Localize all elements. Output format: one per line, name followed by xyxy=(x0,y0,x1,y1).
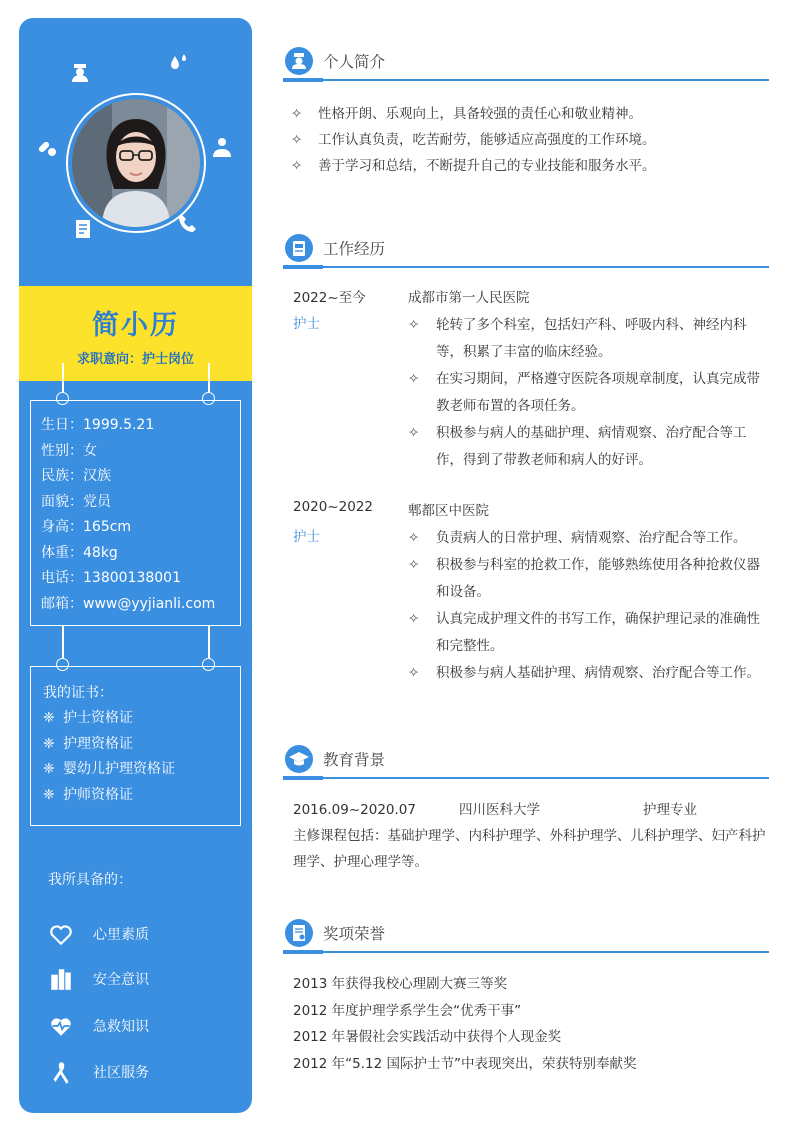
sparkle-icon: ✧ xyxy=(408,557,420,573)
sparkle-icon: ✧ xyxy=(408,665,420,681)
education-row xyxy=(293,797,769,823)
skills-title: 我所具备的： xyxy=(48,872,132,888)
section-title: 教育背景 xyxy=(323,751,386,769)
sparkle-icon: ✧ xyxy=(408,425,420,441)
candidate-name: 简小历 xyxy=(92,310,179,341)
snowflake-icon: ❈ xyxy=(43,735,55,752)
section-divider xyxy=(283,777,769,779)
duty-item: ✧ 积极参与病人基础护理、病情观察、治疗配合等工作。 xyxy=(408,660,769,687)
job-duties xyxy=(408,525,769,687)
award-item: 2013 年获得我校心理剧大赛三等奖 xyxy=(293,976,508,992)
section-title: 工作经历 xyxy=(323,240,386,258)
info-ethnicity: 民族：汉族 xyxy=(41,468,111,484)
education-major: 护理专业 xyxy=(643,802,697,818)
section-education xyxy=(283,745,769,875)
section-divider xyxy=(283,266,769,268)
skill-label: 急救知识 xyxy=(93,1019,149,1035)
job-entry xyxy=(293,286,769,486)
section-divider xyxy=(283,951,769,953)
sidebar xyxy=(19,18,252,1113)
connector-line xyxy=(62,363,64,393)
heart-icon xyxy=(48,921,74,947)
doctor-icon xyxy=(210,135,234,159)
education-courses: 主修课程包括：基础护理学、内科护理学、外科护理学、儿科护理学、妇产科护理学、护理心理学等。 xyxy=(293,828,766,870)
certificate-item: ❈ 婴幼儿护理资格证 xyxy=(43,757,175,783)
job-role: 护士 xyxy=(293,529,320,545)
snowflake-icon: ❈ xyxy=(43,710,55,726)
job-duties xyxy=(408,312,769,474)
duty-item: ✧ 在实习期间，严格遵守医院各项规章制度，认真完成带教老师布置的各项任务。 xyxy=(408,366,769,420)
id-card-icon xyxy=(285,234,313,262)
section-title: 奖项荣誉 xyxy=(323,925,386,943)
sparkle-icon: ✧ xyxy=(408,530,420,546)
pills-icon xyxy=(35,136,59,160)
certificate-list xyxy=(43,706,175,808)
info-email: 邮箱：www@yyjianli.com xyxy=(41,595,216,612)
skill-item xyxy=(48,964,149,994)
skill-label: 心里素质 xyxy=(93,927,149,943)
job-entry xyxy=(293,499,769,689)
document-icon xyxy=(71,217,95,241)
duty-item: ✧ 积极参与病人的基础护理、病情观察、治疗配合等工作，得到了带教老师和病人的好评。 xyxy=(408,420,769,474)
job-intent: 求职意向：护士岗位 xyxy=(76,352,194,367)
nurse-icon xyxy=(68,60,92,84)
heartbeat-icon xyxy=(48,1013,74,1039)
education-period: 2016.09~2020.07 xyxy=(293,802,416,818)
nurse-icon xyxy=(285,47,313,75)
ribbon-icon xyxy=(48,1059,74,1085)
awards-list xyxy=(293,971,637,1077)
duty-item: ✧ 认真完成护理文件的书写工作，确保护理记录的准确性和完整性。 xyxy=(408,606,769,660)
job-date: 2020~2022 xyxy=(293,499,374,515)
job-organization: 成都市第一人民医院 xyxy=(408,290,530,306)
sparkle-icon: ✧ xyxy=(408,371,420,387)
summary-item: ✧ 善于学习和总结，不断提升自己的专业技能和服务水平。 xyxy=(283,153,769,179)
sparkle-icon: ✧ xyxy=(408,611,420,627)
certificate-icon xyxy=(285,919,313,947)
skill-item xyxy=(48,1011,149,1041)
summary-list xyxy=(283,101,769,179)
snowflake-icon: ❈ xyxy=(43,786,55,803)
job-date: 2022~至今 xyxy=(293,290,366,306)
connector-line xyxy=(208,626,210,658)
section-work xyxy=(283,234,769,694)
sparkle-icon: ✧ xyxy=(291,158,303,174)
name-band xyxy=(19,286,252,381)
avatar xyxy=(72,99,200,227)
skill-item xyxy=(48,919,149,949)
certificate-item: ❈ 护士资格证 xyxy=(43,706,175,732)
job-organization: 郫都区中医院 xyxy=(408,503,489,519)
certificate-title: 我的证书： xyxy=(43,685,113,701)
award-item: 2012 年“5.12 国际护士节”中表现突出，荣获特别奉献奖 xyxy=(293,1055,637,1072)
skill-label: 安全意识 xyxy=(93,972,149,988)
buildings-icon xyxy=(48,966,74,992)
section-divider xyxy=(283,79,769,81)
graduation-cap-icon xyxy=(285,745,313,773)
info-weight: 体重：48kg xyxy=(41,544,118,561)
sparkle-icon: ✧ xyxy=(291,106,303,122)
skill-item xyxy=(48,1057,149,1087)
award-item: 2012 年度护理学系学生会“优秀干事” xyxy=(293,1002,522,1019)
drops-icon xyxy=(167,52,191,76)
certificate-item: ❈ 护理资格证 xyxy=(43,732,175,758)
job-role: 护士 xyxy=(293,316,320,332)
award-item: 2012 年暑假社会实践活动中获得个人现金奖 xyxy=(293,1029,562,1045)
duty-item: ✧ 轮转了多个科室，包括妇产科、呼吸内科、神经内科等，积累了丰富的临床经验。 xyxy=(408,312,769,366)
info-phone: 电话：13800138001 xyxy=(41,570,181,586)
info-political: 面貌：党员 xyxy=(41,493,111,510)
sparkle-icon: ✧ xyxy=(408,317,420,333)
sparkle-icon: ✧ xyxy=(291,132,303,148)
education-school: 四川医科大学 xyxy=(459,802,540,818)
duty-item: ✧ 积极参与科室的抢救工作，能够熟练使用各种抢救仪器和设备。 xyxy=(408,552,769,606)
connector-line xyxy=(62,626,64,658)
connector-line xyxy=(208,363,210,393)
personal-info-list xyxy=(41,413,215,617)
summary-item: ✧ 工作认真负责，吃苦耐劳，能够适应高强度的工作环境。 xyxy=(283,127,769,153)
info-birthday: 生日：1999.5.21 xyxy=(41,417,155,433)
section-profile xyxy=(283,47,769,179)
info-height: 身高：165cm xyxy=(41,519,132,535)
duty-item: ✧ 负责病人的日常护理、病情观察、治疗配合等工作。 xyxy=(408,525,769,552)
skill-label: 社区服务 xyxy=(93,1065,149,1081)
certificate-item: ❈ 护师资格证 xyxy=(43,783,175,809)
section-title: 个人简介 xyxy=(323,53,386,71)
snowflake-icon: ❈ xyxy=(43,761,55,777)
section-awards xyxy=(283,919,769,1079)
info-gender: 性别：女 xyxy=(41,442,97,459)
summary-item: ✧ 性格开朗、乐观向上，具备较强的责任心和敬业精神。 xyxy=(283,101,769,127)
